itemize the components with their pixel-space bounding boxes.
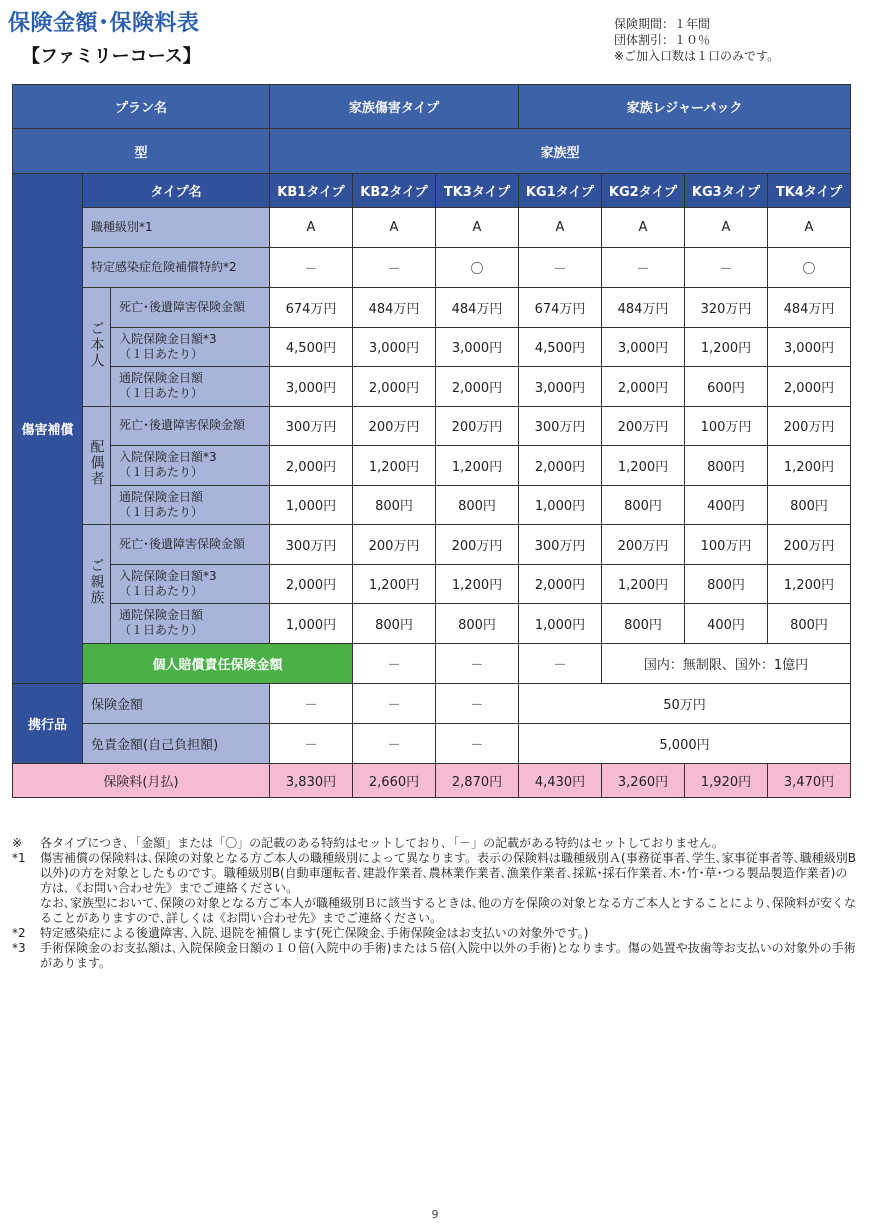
page-title: 保険金額･保険料表: [8, 11, 200, 36]
liability-value: －: [436, 643, 519, 683]
coverage-item-line2: （１日あたり）: [119, 346, 204, 361]
belongings-amount-label: 保険金額: [83, 683, 270, 723]
job-class-value: A: [602, 208, 685, 248]
coverage-amount: 1,200円: [768, 446, 851, 486]
coverage-amount: 400円: [685, 604, 768, 644]
coverage-amount: 2,000円: [353, 367, 436, 407]
belongings-amount-value: －: [436, 683, 519, 723]
coverage-item-line1: 死亡･後遺障害保険金額: [119, 299, 246, 314]
footnote-text: [40, 851, 858, 926]
table-row: [13, 525, 851, 565]
coverage-amount: 1,200円: [353, 564, 436, 604]
table-row: [13, 446, 851, 486]
coverage-amount: 1,000円: [519, 485, 602, 525]
footnote: [12, 941, 858, 971]
type-name-header: KB2タイプ: [353, 174, 436, 208]
job-class-label: 職種級別*1: [83, 208, 270, 248]
coverage-item-line2: （１日あたり）: [119, 583, 204, 598]
type-name-header: KG2タイプ: [602, 174, 685, 208]
footnote: [12, 926, 858, 941]
premium-table: [12, 84, 851, 798]
insured-group-text: 配偶者: [88, 439, 105, 488]
coverage-amount: 1,000円: [270, 485, 353, 525]
coverage-amount: 1,200円: [436, 564, 519, 604]
coverage-item-label: [111, 327, 270, 367]
infection-rider-value: －: [685, 248, 768, 288]
coverage-item-label: [111, 525, 270, 565]
table-row: [13, 763, 851, 797]
footnotes: [12, 836, 858, 971]
infection-rider-value: 〇: [436, 248, 519, 288]
job-class-value: A: [768, 208, 851, 248]
coverage-amount: 300万円: [519, 406, 602, 446]
coverage-amount: 800円: [685, 564, 768, 604]
footnote-line: なお､家族型において､保険の対象となる方ご本人が職種級別Ｂに該当するときは､他の方を保険の対象となる方ご本人とすることにより､保険料が安くなることがありますので､詳しくは《お問い合わせ先》までご連絡ください。: [40, 896, 857, 925]
coverage-amount: 2,000円: [436, 367, 519, 407]
type-name-header: KB1タイプ: [270, 174, 353, 208]
coverage-amount: 3,000円: [519, 367, 602, 407]
coverage-item-label: [111, 604, 270, 644]
premium-value: 3,830円: [270, 763, 353, 797]
coverage-amount: 200万円: [436, 406, 519, 446]
coverage-amount: 2,000円: [519, 446, 602, 486]
coverage-amount: 800円: [602, 485, 685, 525]
coverage-item-line1: 入院保険金日額*3: [119, 450, 217, 465]
coverage-item-label: [111, 288, 270, 328]
table-row: [13, 174, 851, 208]
coverage-amount: 1,000円: [270, 604, 353, 644]
coverage-amount: 300万円: [519, 525, 602, 565]
insured-group-label: [83, 525, 111, 644]
coverage-amount: 3,000円: [602, 327, 685, 367]
coverage-item-line1: 入院保険金日額*3: [119, 568, 217, 583]
coverage-amount: 800円: [436, 485, 519, 525]
coverage-item-label: [111, 564, 270, 604]
belongings-amount-value: －: [353, 683, 436, 723]
insured-group-label: [83, 406, 111, 525]
section-injury-label: 傷害補償: [13, 174, 83, 684]
type-value: 家族型: [270, 129, 851, 174]
table-row: [13, 85, 851, 129]
coverage-amount: 2,000円: [270, 446, 353, 486]
table-row: [13, 367, 851, 407]
coverage-item-line2: （１日あたり）: [119, 465, 204, 480]
coverage-amount: 3,000円: [270, 367, 353, 407]
coverage-amount: 484万円: [602, 288, 685, 328]
liability-value: －: [519, 643, 602, 683]
coverage-item-line2: （１日あたり）: [119, 623, 204, 638]
plan-leisure: 家族レジャーパック: [519, 85, 851, 129]
coverage-item-line1: 入院保険金日額*3: [119, 331, 217, 346]
table-row: [13, 208, 851, 248]
deductible-value: －: [353, 723, 436, 763]
premium-value: 2,870円: [436, 763, 519, 797]
coverage-item-line1: 通院保険金日額: [119, 608, 204, 623]
infection-rider-value: －: [353, 248, 436, 288]
coverage-item-line1: 通院保険金日額: [119, 489, 204, 504]
coverage-amount: 1,200円: [685, 327, 768, 367]
footnote-text: [40, 836, 858, 851]
job-class-value: A: [353, 208, 436, 248]
footnote-mark: *3: [12, 941, 26, 955]
table-row: [13, 485, 851, 525]
coverage-amount: 3,000円: [768, 327, 851, 367]
coverage-amount: 484万円: [768, 288, 851, 328]
coverage-amount: 3,000円: [353, 327, 436, 367]
group-discount: 団体割引：１０％: [614, 33, 711, 47]
coverage-amount: 1,000円: [519, 604, 602, 644]
coverage-amount: 800円: [353, 604, 436, 644]
coverage-amount: 1,200円: [602, 446, 685, 486]
infection-rider-value: －: [602, 248, 685, 288]
infection-rider-value: 〇: [768, 248, 851, 288]
table-row: [13, 723, 851, 763]
insured-group-text: ご親族: [88, 557, 105, 606]
deductible-value: －: [270, 723, 353, 763]
coverage-amount: 600円: [685, 367, 768, 407]
coverage-amount: 400円: [685, 485, 768, 525]
type-name-header: TK3タイプ: [436, 174, 519, 208]
footnote-mark: ※: [12, 836, 23, 850]
table-row: [13, 564, 851, 604]
coverage-amount: 800円: [602, 604, 685, 644]
coverage-amount: 484万円: [436, 288, 519, 328]
premium-value: 3,260円: [602, 763, 685, 797]
table-row: [13, 288, 851, 328]
coverage-amount: 1,200円: [602, 564, 685, 604]
belongings-amount-leisure: 50万円: [519, 683, 851, 723]
footnote-line: 特定感染症による後遺障害､入院､退院を補償します(死亡保険金､手術保険金はお支払いの対象外です。): [40, 926, 589, 940]
premium-value: 1,920円: [685, 763, 768, 797]
liability-value: －: [353, 643, 436, 683]
coverage-amount: 200万円: [353, 406, 436, 446]
insurance-period: 保険期間：１年間: [614, 17, 711, 31]
coverage-amount: 1,200円: [768, 564, 851, 604]
type-name-header: TK4タイプ: [768, 174, 851, 208]
footnote-line: 傷害補償の保険料は､保険の対象となる方ご本人の職種級別によって異なります。表示の保険料は職種級別Ａ(事務従事者､学生､家事従事者等､職種級別B以外)の方を対象としたものです。職種級別B(自動車運転者､建設作業者､農林業作業者､漁業作業者､採鉱･採石作業者､木･竹･草･つる製品製造作業者)の方は､《お問い合わせ先》までご連絡ください。: [40, 851, 856, 895]
premium-value: 2,660円: [353, 763, 436, 797]
coverage-amount: 100万円: [685, 406, 768, 446]
coverage-amount: 300万円: [270, 525, 353, 565]
coverage-amount: 800円: [436, 604, 519, 644]
table-row: [13, 248, 851, 288]
policy-meta: [614, 16, 779, 64]
coverage-item-label: [111, 446, 270, 486]
page-number: 9: [431, 1208, 439, 1221]
coverage-amount: 100万円: [685, 525, 768, 565]
coverage-item-label: [111, 406, 270, 446]
coverage-amount: 200万円: [602, 525, 685, 565]
type-label: 型: [13, 129, 270, 174]
coverage-amount: 200万円: [436, 525, 519, 565]
type-name-header: KG3タイプ: [685, 174, 768, 208]
table-row: [13, 327, 851, 367]
coverage-amount: 674万円: [270, 288, 353, 328]
infection-rider-label: 特定感染症危険補償特約*2: [83, 248, 270, 288]
coverage-item-line2: （１日あたり）: [119, 386, 204, 401]
coverage-amount: 484万円: [353, 288, 436, 328]
table-row: [13, 406, 851, 446]
units-note: ※ご加入口数は１口のみです。: [614, 49, 780, 63]
coverage-amount: 320万円: [685, 288, 768, 328]
coverage-amount: 2,000円: [270, 564, 353, 604]
coverage-amount: 2,000円: [602, 367, 685, 407]
coverage-item-label: [111, 367, 270, 407]
insured-group-text: ご本人: [88, 320, 105, 369]
footnote: [12, 851, 858, 926]
deductible-value: －: [436, 723, 519, 763]
coverage-amount: 4,500円: [519, 327, 602, 367]
plan-injury: 家族傷害タイプ: [270, 85, 519, 129]
premium-label: 保険料(月払): [13, 763, 270, 797]
coverage-amount: 800円: [353, 485, 436, 525]
coverage-amount: 674万円: [519, 288, 602, 328]
footnote-line: 手術保険金のお支払額は､入院保険金日額の１０倍(入院中の手術)または５倍(入院中以外の手術)となります。傷の処置や抜歯等お支払いの対象外の手術があります。: [40, 941, 856, 970]
deductible-label: 免責金額(自己負担額): [83, 723, 270, 763]
footnote-mark: *1: [12, 851, 26, 865]
job-class-value: A: [436, 208, 519, 248]
job-class-value: A: [519, 208, 602, 248]
plan-name-label: プラン名: [13, 85, 270, 129]
coverage-item-line1: 死亡･後遺障害保険金額: [119, 418, 246, 433]
coverage-item-line2: （１日あたり）: [119, 504, 204, 519]
coverage-amount: 800円: [685, 446, 768, 486]
job-class-value: A: [270, 208, 353, 248]
coverage-amount: 1,200円: [436, 446, 519, 486]
footnote-text: [40, 926, 858, 941]
coverage-amount: 1,200円: [353, 446, 436, 486]
deductible-leisure: 5,000円: [519, 723, 851, 763]
coverage-item-line1: 通院保険金日額: [119, 371, 204, 386]
type-name-label: タイプ名: [83, 174, 270, 208]
coverage-amount: 2,000円: [768, 367, 851, 407]
infection-rider-value: －: [270, 248, 353, 288]
coverage-amount: 200万円: [768, 525, 851, 565]
footnote-text: [40, 941, 858, 971]
type-name-header: KG1タイプ: [519, 174, 602, 208]
table-row: [13, 604, 851, 644]
footnote-line: 各タイプにつき､「金額」または「〇」の記載のある特約はセットしており､「－」の記載がある特約はセットしておりません。: [40, 836, 724, 850]
insured-group-label: [83, 288, 111, 407]
course-subtitle: 【ファミリーコース】: [22, 46, 201, 67]
table-row: [13, 129, 851, 174]
footnote-mark: *2: [12, 926, 26, 940]
job-class-value: A: [685, 208, 768, 248]
coverage-amount: 200万円: [602, 406, 685, 446]
table-row: [13, 683, 851, 723]
belongings-amount-value: －: [270, 683, 353, 723]
infection-rider-value: －: [519, 248, 602, 288]
liability-label: 個人賠償責任保険金額: [83, 643, 353, 683]
coverage-amount: 200万円: [353, 525, 436, 565]
premium-value: 3,470円: [768, 763, 851, 797]
belongings-label: 携行品: [13, 683, 83, 763]
coverage-item-line1: 死亡･後遺障害保険金額: [119, 536, 246, 551]
coverage-item-label: [111, 485, 270, 525]
liability-leisure-value: 国内：無制限、国外：1億円: [602, 643, 851, 683]
coverage-amount: 3,000円: [436, 327, 519, 367]
coverage-amount: 800円: [768, 485, 851, 525]
coverage-amount: 300万円: [270, 406, 353, 446]
coverage-amount: 2,000円: [519, 564, 602, 604]
table-row: [13, 643, 851, 683]
coverage-amount: 800円: [768, 604, 851, 644]
premium-value: 4,430円: [519, 763, 602, 797]
footnote: [12, 836, 858, 851]
coverage-amount: 200万円: [768, 406, 851, 446]
coverage-amount: 4,500円: [270, 327, 353, 367]
